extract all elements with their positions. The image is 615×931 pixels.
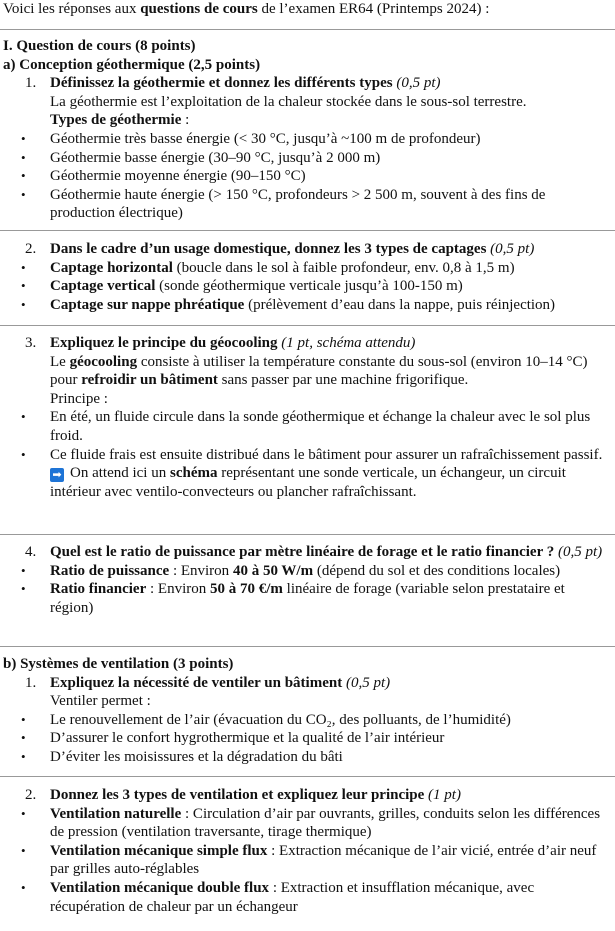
list-item: • Ratio financier : Environ 50 à 70 €/m linéaire de forage (variable selon prestataire et région) — [0, 580, 615, 617]
types-list — [0, 130, 615, 223]
section-geothermie — [0, 37, 615, 223]
question-2-block — [0, 240, 615, 314]
ratios-list — [0, 562, 615, 618]
geocooling-definition: Le géocooling consiste à utiliser la température constante du sous-sol (environ 10–14 °C) pour refroidir un bâtiment sans passer par une machine frigorifique. — [50, 353, 588, 389]
arrow-right-icon: ➡ — [50, 468, 64, 482]
question-2: 2. Dans le cadre d’un usage domestique, donnez les 3 types de captages (0,5 pt) — [25, 241, 535, 257]
list-item: • Géothermie basse énergie (30–90 °C, jusqu’à 2 000 m) — [0, 149, 615, 168]
ventiler-list — [0, 711, 615, 767]
question-3-block — [0, 334, 615, 501]
subsection-title: b) Systèmes de ventilation (3 points) — [3, 656, 234, 672]
intro-line: Voici les réponses aux questions de cours de l’examen ER64 (Printemps 2024) : — [3, 1, 490, 17]
divider — [0, 325, 615, 326]
question-4: 4. Quel est le ratio de puissance par mètre linéaire de forage et le ratio financier ? (0,5 pt) — [25, 544, 603, 560]
list-item: • D’assurer le confort hygrothermique et la qualité de l’air intérieur — [0, 729, 615, 748]
schema-note: ➡ On attend ici un schéma représentant une sonde verticale, un échangeur, un circuit intérieur avec ventilo-convecteurs ou plancher rafraîchissant. — [50, 465, 566, 500]
subsection-title: a) Conception géothermique (2,5 points) — [3, 56, 261, 73]
list-item: • Captage vertical (sonde géothermique verticale jusqu’à 100-150 m) — [0, 277, 615, 296]
divider — [0, 646, 615, 647]
list-item: • Ventilation naturelle : Circulation d’air par ouvrants, grilles, conduits selon les différences de pression (ventilation traversante, tirage thermique) — [0, 805, 615, 842]
list-item: • Le renouvellement de l’air (évacuation du CO₂, des polluants, de l’humidité) — [0, 711, 615, 730]
divider — [0, 230, 615, 231]
divider — [0, 534, 615, 535]
list-item: • D’éviter les moisissures et la dégradation du bâti — [0, 748, 615, 767]
divider — [0, 29, 615, 30]
ventilation-question-2: 2. Donnez les 3 types de ventilation et expliquez leur principe (1 pt) — [25, 787, 461, 803]
list-item: • Géothermie moyenne énergie (90–150 °C) — [0, 167, 615, 186]
section-title: I. Question de cours (8 points) — [3, 38, 196, 54]
section-ventilation — [0, 655, 615, 767]
ventilation-question-2-block — [0, 786, 615, 916]
ventilation-question-1: 1. Expliquez la nécessité de ventiler un bâtiment (0,5 pt) — [25, 674, 391, 691]
list-item: • Ventilation mécanique simple flux : Extraction mécanique de l’air vicié, entrée d’air neuf par grilles auto-réglables — [0, 842, 615, 879]
divider — [0, 776, 615, 777]
list-item: • Ce fluide frais est ensuite distribué dans le bâtiment pour assurer un rafraîchissement passif. — [0, 446, 615, 465]
question-3: 3. Expliquez le principe du géocooling (1 pt, schéma attendu) — [25, 335, 416, 351]
list-item: • Ventilation mécanique double flux : Extraction et insufflation mécanique, avec récupération de chaleur par un échangeur — [0, 879, 615, 916]
list-item: • Captage sur nappe phréatique (prélèvement d’eau dans la nappe, puis réinjection) — [0, 296, 615, 315]
question-4-block — [0, 543, 615, 617]
list-item: • Géothermie haute énergie (> 150 °C, profondeurs > 2 500 m, souvent à des fins de production électrique) — [0, 186, 615, 223]
principe-list — [0, 408, 615, 464]
question-1: 1. Définissez la géothermie et donnez les différents types (0,5 pt) — [25, 75, 441, 92]
list-item: • Ratio de puissance : Environ 40 à 50 W/m (dépend du sol et des conditions locales) — [0, 562, 615, 581]
ventiler-intro: Ventiler permet : — [50, 693, 151, 710]
list-item: • Géothermie très basse énergie (< 30 °C, jusqu’à ~100 m de profondeur) — [0, 130, 615, 149]
captages-list — [0, 259, 615, 315]
answer-text: La géothermie est l’exploitation de la chaleur stockée dans le sous-sol terrestre. — [50, 93, 527, 110]
types-heading: Types de géothermie : — [50, 112, 190, 129]
list-item: • Captage horizontal (boucle dans le sol à faible profondeur, env. 0,8 à 1,5 m) — [0, 259, 615, 278]
list-item: • En été, un fluide circule dans la sonde géothermique et échange la chaleur avec le sol plus froid. — [0, 408, 615, 445]
principe-label: Principe : — [50, 390, 108, 407]
ventilation-types-list — [0, 805, 615, 917]
